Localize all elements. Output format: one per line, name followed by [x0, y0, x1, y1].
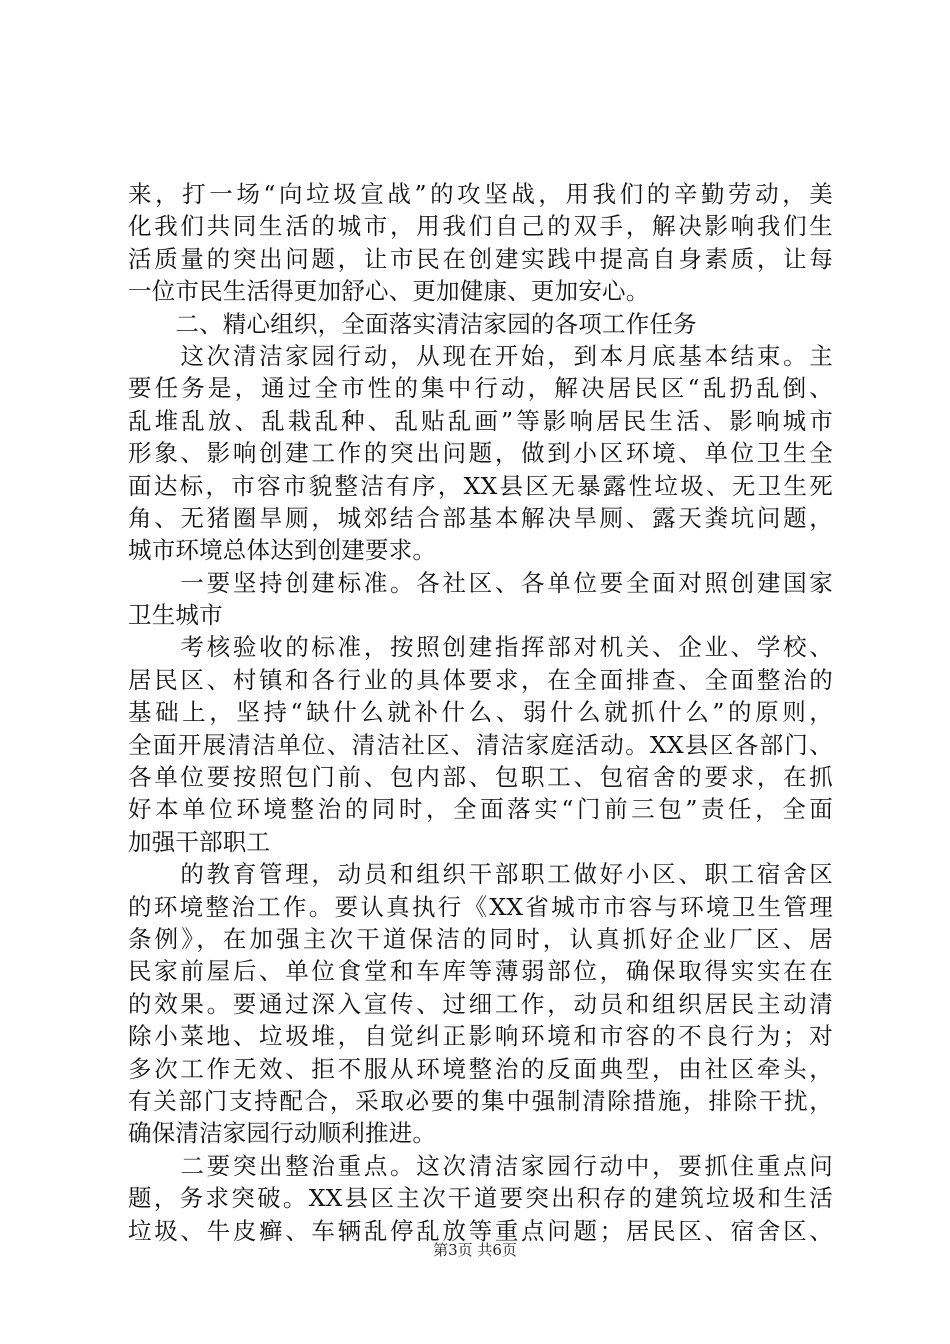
text-line: 二、精心组织，全面落实清洁家园的各项工作任务	[128, 309, 697, 338]
text-line: 除小菜地、垃圾堆，自觉纠正影响环境和市容的不良行为；对	[128, 1022, 833, 1051]
text-line: 基础上，坚持“缺什么就补什么、弱什么就抓什么”的原则，	[128, 698, 833, 727]
text-line: 全面开展清洁单位、清洁社区、清洁家庭活动。XX县区各部门、	[128, 730, 833, 759]
text-line: 有关部门支持配合，采取必要的集中强制清除措施，排除干扰，	[128, 1086, 833, 1115]
text-line: 各单位要按照包门前、包内部、包职工、包宿舍的要求，在抓	[128, 763, 833, 792]
text-line: 的环境整治工作。要认真执行《XX省城市市容与环境卫生管理	[128, 892, 833, 921]
text-line: 形象、影响创建工作的突出问题，做到小区环境、单位卫生全	[128, 439, 833, 468]
text-line: 一位市民生活得更加舒心、更加健康、更加安心。	[128, 277, 650, 306]
text-line: 多次工作无效、拒不服从环境整治的反面典型，由社区牵头，	[128, 1054, 833, 1083]
text-line: 城市环境总体达到创建要求。	[128, 536, 437, 565]
page-number: 第3页 共6页	[433, 1241, 517, 1259]
text-line: 活质量的突出问题，让市民在创建实践中提高自身素质，让每	[128, 244, 833, 273]
text-line: 来，打一场“向垃圾宣战”的攻坚战，用我们的辛勤劳动，美	[128, 180, 833, 208]
text-line: 条例》，在加强主次干道保洁的同时，认真抓好企业厂区、居	[128, 924, 833, 953]
text-line: 的教育管理，动员和组织干部职工做好小区、职工宿舍区	[128, 860, 833, 889]
text-line: 二要突出整治重点。这次清洁家园行动中，要抓住重点问	[128, 1151, 833, 1180]
text-line: 确保清洁家园行动顺利推进。	[128, 1119, 437, 1148]
text-line: 题，务求突破。XX县区主次干道要突出积存的建筑垃圾和生活	[128, 1184, 833, 1213]
text-line: 卫生城市	[128, 601, 223, 630]
text-line: 好本单位环境整治的同时，全面落实“门前三包”责任，全面	[128, 795, 833, 824]
text-line: 化我们共同生活的城市，用我们自己的双手，解决影响我们生	[128, 212, 833, 241]
text-line: 居民区、村镇和各行业的具体要求，在全面排查、全面整治的	[128, 665, 833, 694]
page-footer	[0, 1240, 950, 1260]
text-line: 民家前屋后、单位食堂和车库等薄弱部位，确保取得实实在在	[128, 957, 833, 986]
text-line: 角、无猪圈旱厕，城郊结合部基本解决旱厕、露天粪坑问题，	[128, 503, 833, 532]
text-line: 加强干部职工	[128, 827, 271, 856]
text-line: 考核验收的标准，按照创建指挥部对机关、企业、学校、	[128, 633, 833, 662]
text-line: 乱堆乱放、乱栽乱种、乱贴乱画”等影响居民生活、影响城市	[128, 406, 833, 435]
text-line: 这次清洁家园行动，从现在开始，到本月底基本结束。主	[128, 341, 833, 370]
text-line: 面达标，市容市貌整洁有序，XX县区无暴露性垃圾、无卫生死	[128, 471, 833, 500]
text-line: 垃圾、牛皮癣、车辆乱停乱放等重点问题；居民区、宿舍区、	[128, 1216, 833, 1245]
text-line: 要任务是，通过全市性的集中行动，解决居民区“乱扔乱倒、	[128, 374, 833, 403]
text-line: 的效果。要通过深入宣传、过细工作，动员和组织居民主动清	[128, 989, 833, 1018]
text-line: 一要坚持创建标准。各社区、各单位要全面对照创建国家	[128, 568, 833, 597]
document-body	[128, 178, 833, 1247]
